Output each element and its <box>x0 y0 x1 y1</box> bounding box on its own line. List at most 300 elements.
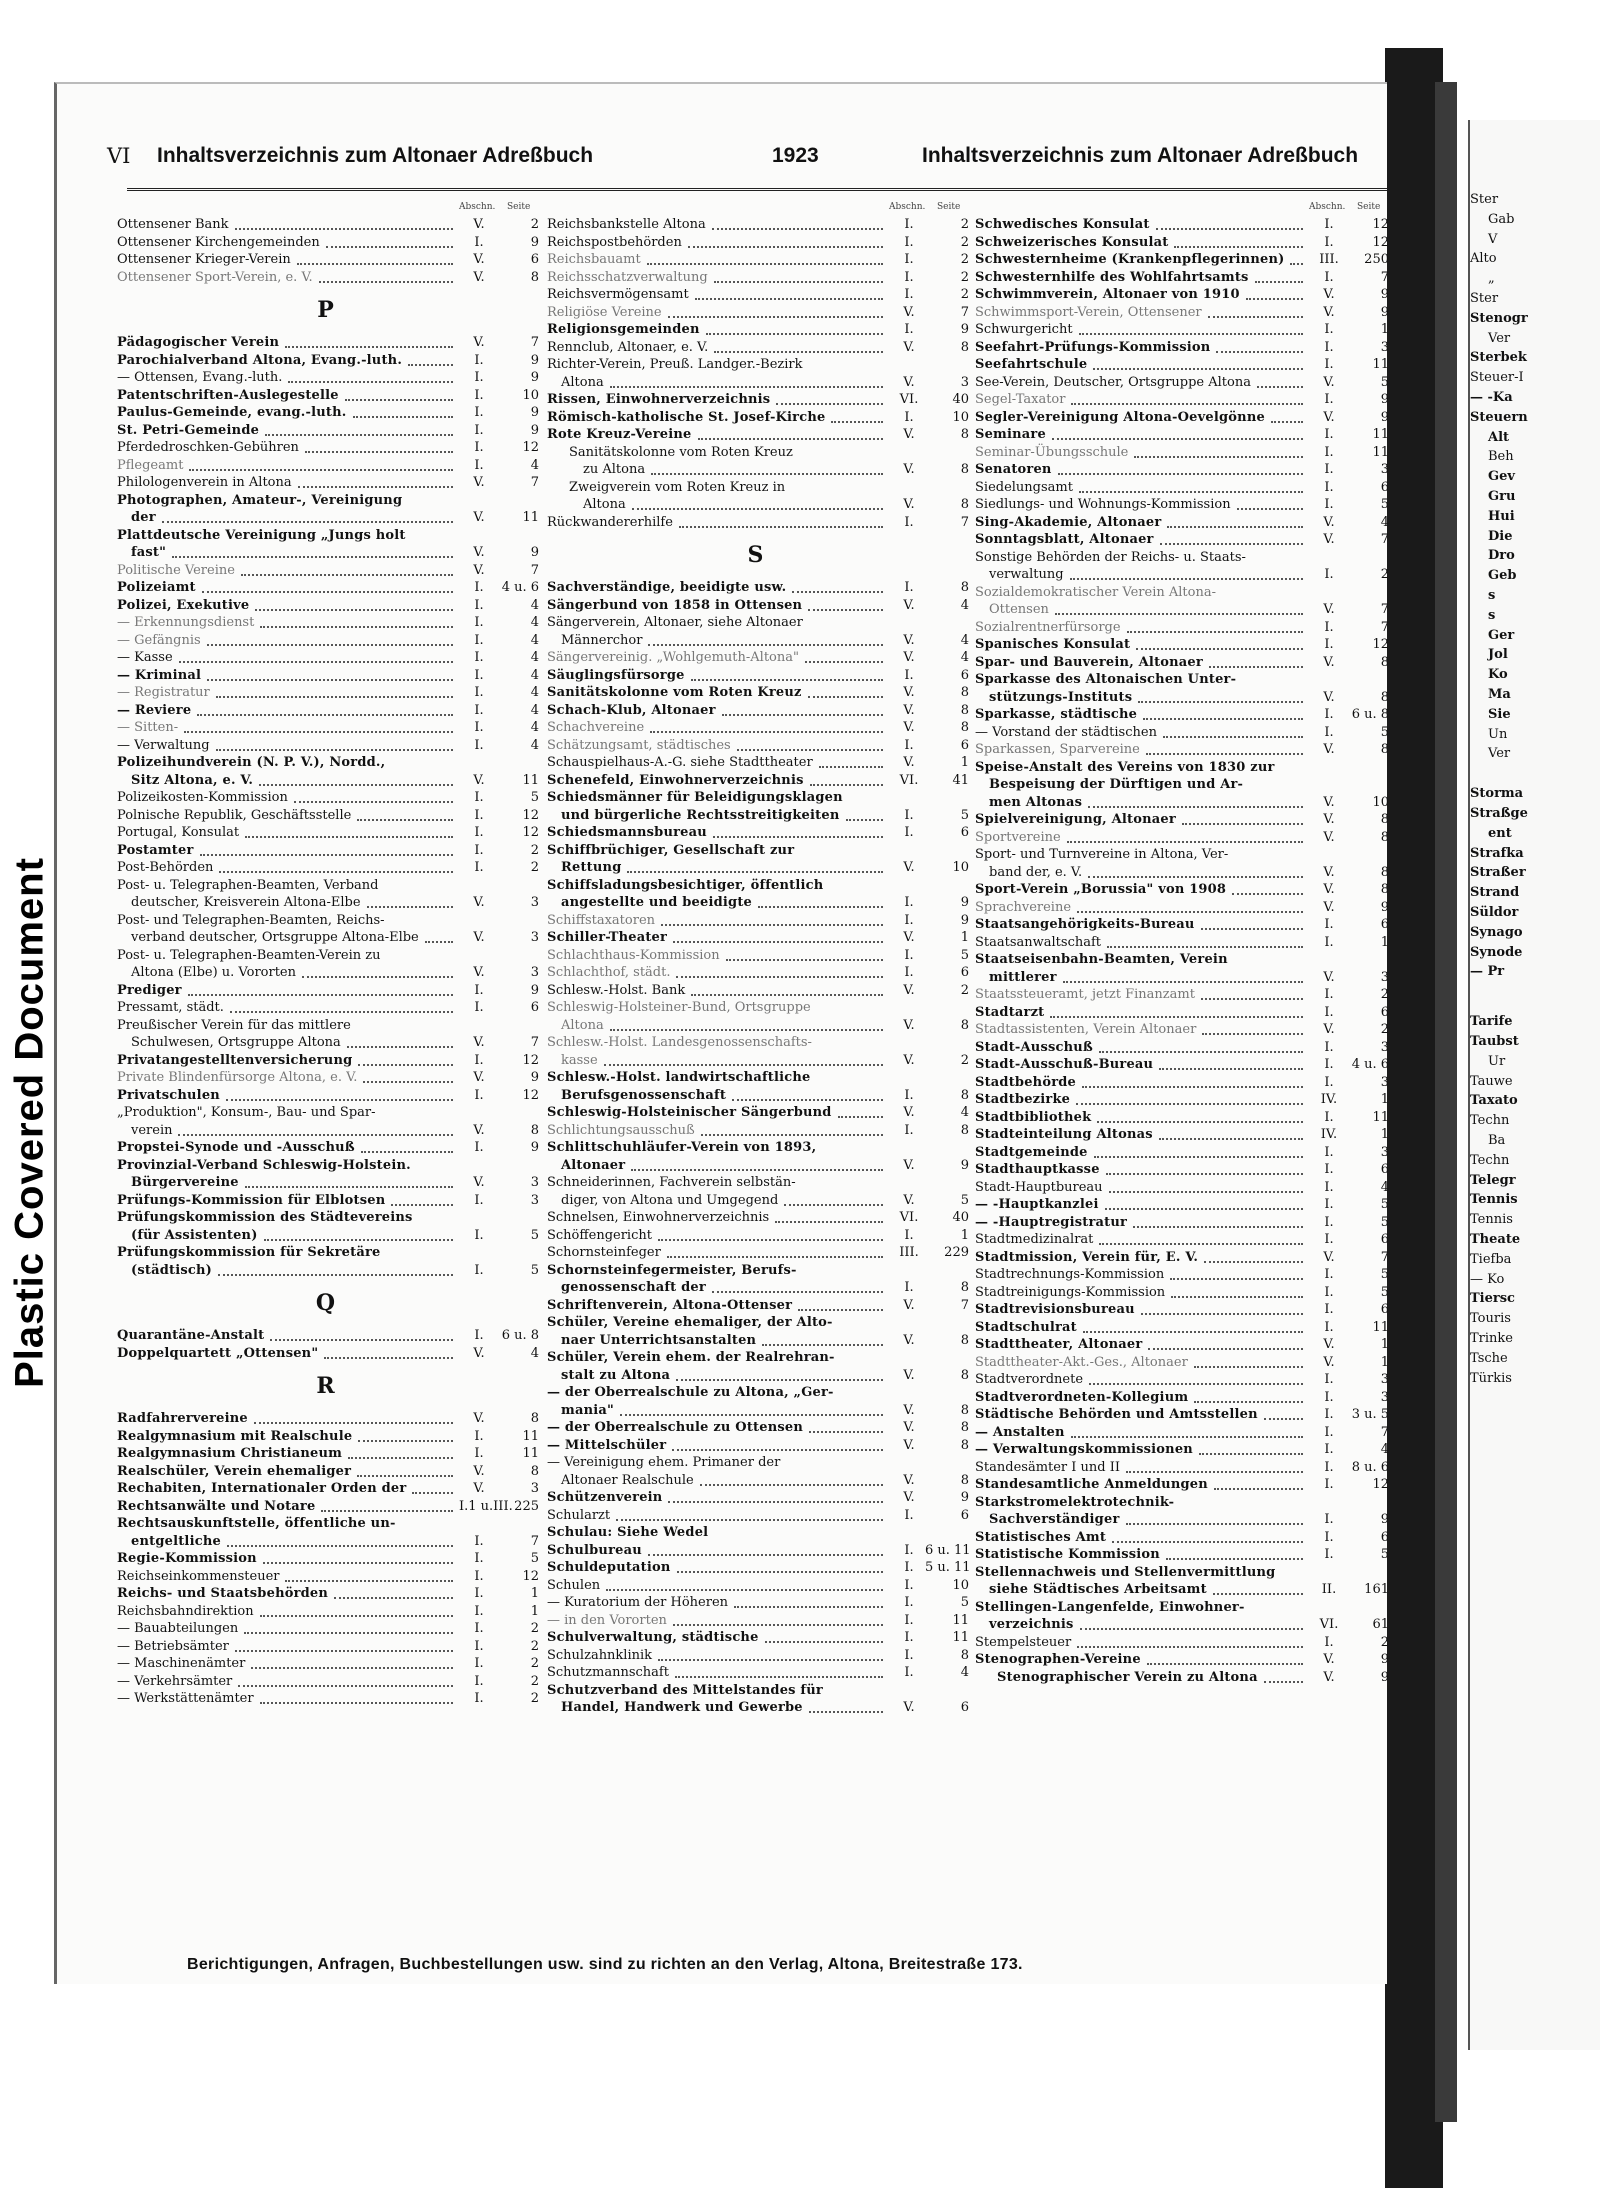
index-entry <box>117 947 537 982</box>
entry-name: Senatoren <box>975 462 1052 477</box>
entry-page: 3 <box>1380 339 1389 355</box>
leader-dots <box>263 1550 453 1564</box>
index-entry <box>975 286 1387 304</box>
entry-page: 40 <box>952 392 969 407</box>
adjacent-page-line: Taxato <box>1470 1093 1518 1109</box>
leader-dots <box>305 439 453 453</box>
entry-name: Post- u. Telegraphen-Beamten, Verband <box>117 877 379 893</box>
entry-section: V. <box>473 1122 485 1138</box>
entry-name: Sozialdemokratischer Verein Altona- <box>975 584 1216 600</box>
leader-dots <box>632 496 883 510</box>
entry-page: 9 <box>530 352 539 368</box>
entry-section: I. <box>474 720 484 735</box>
index-entry <box>547 649 967 667</box>
entry-section: V. <box>1323 602 1335 617</box>
entry-name: Seminar-Übungsschule <box>975 444 1129 460</box>
entry-section: V. <box>903 632 915 648</box>
entry-section: I. <box>474 737 484 753</box>
entry-name: Stadt-Ausschuß-Bureau <box>975 1057 1154 1072</box>
index-entry <box>975 1459 1387 1477</box>
index-entry <box>547 912 967 930</box>
entry-page: 61 <box>1372 1617 1389 1632</box>
leader-dots <box>672 1437 883 1451</box>
entry-name: Prüfungskommission des Städtevereins <box>117 1210 413 1225</box>
entry-name: Schüler, Verein ehem. der Realrehran- <box>547 1350 835 1365</box>
entry-name-continued: stalt zu Altona <box>561 1367 671 1383</box>
entry-name-continued: mania" <box>561 1402 614 1418</box>
entry-name: — Verwaltungskommissionen <box>975 1442 1193 1457</box>
entry-page: 4 <box>960 632 969 648</box>
leader-dots <box>425 929 453 943</box>
leader-dots <box>1105 1196 1303 1210</box>
leader-dots <box>712 216 883 230</box>
entry-section: I. <box>904 1560 914 1575</box>
index-entry <box>975 496 1387 514</box>
leader-dots <box>285 1568 453 1582</box>
adjacent-page-line: Ver <box>1488 330 1511 346</box>
index-entry <box>117 1498 537 1516</box>
index-entry <box>547 1227 967 1245</box>
entry-section: I. <box>1324 619 1334 635</box>
leader-dots <box>691 667 883 681</box>
leader-dots <box>1167 514 1303 528</box>
entry-name: Religionsgemeinden <box>547 322 700 337</box>
leader-dots <box>1099 1231 1303 1245</box>
entry-name: — der Oberrealschule zu Altona, „Ger- <box>547 1385 834 1400</box>
entry-section: V. <box>903 1105 915 1120</box>
entry-name: Seefahrtschule <box>975 357 1088 372</box>
entry-section: V. <box>473 1175 485 1190</box>
entry-name: Siedlungs- und Wohnungs-Kommission <box>975 497 1231 512</box>
index-entry <box>117 1327 537 1345</box>
entry-name: Preußischer Verein für das mittlere <box>117 1017 351 1033</box>
entry-name: Stadtschulrat <box>975 1319 1077 1335</box>
entry-section: V. <box>1323 812 1335 827</box>
entry-page: 4 <box>530 737 539 753</box>
entry-section: V. <box>473 895 485 910</box>
entry-page: 3 <box>1380 1389 1389 1405</box>
entry-name: Politische Vereine <box>117 562 235 578</box>
entry-page: 1 <box>1380 1127 1389 1142</box>
leader-dots <box>334 1585 453 1599</box>
entry-section: I. <box>1324 1039 1334 1055</box>
leader-dots <box>259 772 453 786</box>
entry-name: — Vereinigung ehem. Primaner der <box>547 1455 781 1470</box>
entry-name-continued: deutscher, Kreisverein Altona-Elbe <box>131 895 361 910</box>
index-entry <box>975 619 1387 637</box>
entry-section: I. <box>474 615 484 630</box>
entry-name: Doppelquartett „Ottensen" <box>117 1345 319 1361</box>
leader-dots <box>245 824 453 838</box>
leader-dots <box>1232 881 1303 895</box>
adjacent-page-line: Stenogr <box>1470 310 1528 326</box>
entry-section: V. <box>903 685 915 700</box>
leader-dots <box>324 1345 453 1359</box>
leader-dots <box>792 579 883 593</box>
leader-dots <box>732 1087 883 1101</box>
entry-name: Stadttheater-Akt.-Ges., Altonaer <box>975 1354 1188 1370</box>
index-entry <box>975 1336 1387 1354</box>
entry-page: 5 <box>960 1192 969 1208</box>
entry-section: I. <box>1324 1459 1334 1475</box>
entry-page: 5 <box>530 1262 539 1278</box>
entry-page: 9 <box>960 322 969 337</box>
entry-name: Ottensener Kirchengemeinden <box>117 234 320 250</box>
index-entry <box>547 877 967 912</box>
index-entry <box>117 1655 537 1673</box>
entry-section: V. <box>1323 287 1335 302</box>
index-entry <box>975 514 1387 532</box>
entry-page: 9 <box>530 1070 539 1085</box>
leader-dots <box>691 982 883 996</box>
entry-page: 1 <box>530 1603 539 1619</box>
index-entry <box>975 1214 1387 1232</box>
entry-section: V. <box>1323 689 1335 705</box>
entry-page: 9 <box>530 982 539 998</box>
entry-section: V. <box>903 930 915 945</box>
column-head-abschnitt: Abschn. <box>459 202 496 212</box>
entry-name: Paulus-Gemeinde, evang.-luth. <box>117 405 347 420</box>
entry-page: 12 <box>522 1052 539 1068</box>
index-entry <box>975 671 1387 706</box>
leader-dots <box>1088 794 1303 808</box>
adjacent-page-line: Storma <box>1470 786 1524 802</box>
entry-name: Schöffengericht <box>547 1227 652 1243</box>
adjacent-page-line: Gev <box>1488 469 1515 485</box>
entry-page: 8 <box>960 1647 969 1663</box>
leader-dots <box>1143 706 1303 720</box>
index-entry <box>975 1179 1387 1197</box>
entry-section: V. <box>903 1157 915 1173</box>
entry-name: Schweizerisches Konsulat <box>975 234 1169 250</box>
entry-name: — Kriminal <box>117 667 202 683</box>
entry-page: 2 <box>960 217 969 232</box>
leader-dots <box>367 894 453 908</box>
entry-section: I. <box>904 1122 914 1138</box>
leader-dots <box>616 1507 883 1521</box>
entry-section: I. <box>474 1227 484 1243</box>
entry-section: I. <box>1324 934 1334 950</box>
header-rule <box>127 188 1387 191</box>
entry-name: Reichsbahndirektion <box>117 1603 254 1619</box>
index-entry <box>975 1529 1387 1547</box>
leader-dots <box>647 251 883 265</box>
leader-dots <box>1112 1529 1303 1543</box>
index-entry <box>117 369 537 387</box>
entry-name: Post- u. Telegraphen-Beamten-Verein zu <box>117 947 381 963</box>
entry-name: Stellennachweis und Stellenvermittlung <box>975 1564 1276 1580</box>
entry-name: Sport- und Turnvereine in Altona, Ver- <box>975 847 1229 862</box>
page-header <box>107 144 1387 184</box>
adjacent-page-line: Tennis <box>1470 1212 1513 1228</box>
entry-section: V. <box>473 930 485 945</box>
index-entry <box>547 1104 967 1122</box>
index-entry <box>975 741 1387 759</box>
leader-dots <box>184 719 453 733</box>
entry-name: Statistisches Amt <box>975 1529 1107 1545</box>
entry-page: 8 <box>960 497 969 512</box>
entry-section: I. <box>474 825 484 840</box>
index-entry <box>975 216 1387 234</box>
entry-section: V. <box>1323 864 1335 880</box>
entry-section: I. <box>474 1446 484 1461</box>
index-entry <box>117 1139 537 1157</box>
entry-section: I. <box>1324 1214 1334 1230</box>
leader-dots <box>357 1463 453 1477</box>
entry-section: V. <box>1323 794 1335 810</box>
entry-name: — Kuratorium der Höheren <box>547 1595 729 1610</box>
header-title-left: Inhaltsverzeichnis zum Altonaer Adreßbuch <box>157 144 594 167</box>
entry-page: 2 <box>960 982 969 998</box>
adjacent-page-line: Tiefba <box>1470 1251 1512 1267</box>
entry-name: Sport-Verein „Borussia" von 1908 <box>975 882 1227 897</box>
entry-page: 2 <box>1380 987 1389 1002</box>
entry-page: 6 <box>1380 1162 1389 1177</box>
entry-section: IV. <box>1320 1127 1338 1142</box>
entry-page: 12 <box>522 825 539 840</box>
entry-name: Philologenverein in Altona <box>117 475 292 490</box>
leader-dots <box>162 509 453 523</box>
index-entry <box>117 632 537 650</box>
index-entry <box>547 479 967 514</box>
leader-dots <box>688 234 883 248</box>
entry-page: 2 <box>530 1638 539 1654</box>
entry-name: Stenographen-Vereine <box>975 1652 1141 1667</box>
entry-name: Polizei, Exekutive <box>117 597 250 613</box>
entry-page: 5 <box>530 1227 539 1243</box>
entry-page: 1 <box>1380 934 1389 950</box>
entry-name: Schlesw.-Holst. landwirtschaftliche <box>547 1070 811 1085</box>
leader-dots <box>1082 1074 1303 1088</box>
index-entry <box>547 409 967 427</box>
entry-section: I. <box>474 422 484 438</box>
entry-page: 8 <box>1380 689 1389 705</box>
leader-dots <box>285 334 453 348</box>
entry-name-continued: Sachverständiger <box>989 1512 1120 1527</box>
entry-section: I. <box>1324 322 1334 337</box>
entry-section: V. <box>473 545 485 560</box>
leader-dots <box>1071 1424 1303 1438</box>
entry-page: 4 u. 6 <box>501 580 539 595</box>
adjacent-page-line: Ster <box>1470 192 1499 207</box>
entry-page: 5 <box>960 807 969 823</box>
adjacent-page-line: Ger <box>1488 627 1515 643</box>
index-entry <box>117 912 537 947</box>
index-entry <box>117 1192 537 1210</box>
entry-page: 7 <box>530 475 539 490</box>
index-entry <box>975 1441 1387 1459</box>
entry-name: Schularzt <box>547 1507 611 1523</box>
entry-name: Sparkassen, Sparvereine <box>975 742 1140 757</box>
index-entry <box>117 1550 537 1568</box>
leader-dots <box>627 859 883 873</box>
index-entry <box>117 754 537 789</box>
entry-page: 7 <box>960 304 969 320</box>
leader-dots <box>1106 1161 1303 1175</box>
entry-section: I. <box>904 1612 914 1628</box>
entry-name-continued: men Altonas <box>989 794 1083 810</box>
entry-name: Schützenverein <box>547 1490 663 1505</box>
adjacent-page-line: — Ko <box>1470 1271 1505 1287</box>
adjacent-page-line: Ur <box>1488 1053 1506 1069</box>
entry-section: V. <box>473 562 485 578</box>
index-entry <box>975 1126 1387 1144</box>
entry-page: 6 <box>960 1507 969 1523</box>
adjacent-page-line: Geb <box>1488 568 1517 584</box>
entry-name: Standesämter I und II <box>975 1459 1121 1475</box>
entry-section: I. <box>474 370 484 385</box>
leader-dots <box>1174 234 1303 248</box>
entry-page: 2 <box>960 252 969 267</box>
entry-page: 6 <box>1380 1529 1389 1545</box>
entry-page: 10 <box>522 387 539 403</box>
index-entry <box>547 1664 967 1682</box>
index-entry <box>975 1161 1387 1179</box>
entry-page: 5 <box>530 1551 539 1566</box>
adjacent-page-line: Ko <box>1488 667 1508 683</box>
entry-page: 11 <box>522 510 539 525</box>
index-entry <box>547 304 967 322</box>
page-footer: Berichtigungen, Anfragen, Buchbestellungen usw. sind zu richten an den Verlag, Altona, Breitestraße 173. <box>187 1956 1023 1973</box>
entry-page: 1 <box>530 1586 539 1601</box>
entry-name: Realgymnasium mit Realschule <box>117 1428 353 1444</box>
entry-section: I. <box>474 387 484 403</box>
index-entry <box>547 514 967 532</box>
entry-page: 7 <box>1380 1424 1389 1440</box>
entry-name: Schauspielhaus-A.-G. siehe Stadttheater <box>547 755 813 770</box>
leader-dots <box>610 1017 883 1031</box>
index-column-3 <box>975 202 1387 1686</box>
leader-dots <box>1089 1371 1303 1385</box>
leader-dots <box>838 1104 883 1118</box>
entry-name: Stadtmission, Verein für, E. V. <box>975 1249 1199 1265</box>
entry-page: 5 <box>1380 724 1389 740</box>
entry-section: V. <box>473 772 485 788</box>
entry-section: I. <box>474 1568 484 1584</box>
entry-page: 3 <box>1380 1074 1389 1090</box>
adjacent-page-line: Sterbek <box>1470 350 1527 366</box>
leader-dots <box>1126 1511 1303 1525</box>
entry-page: 4 <box>530 650 539 665</box>
entry-name: Realgymnasium Christianeum <box>117 1446 343 1461</box>
entry-name: — Vorstand der städtischen <box>975 724 1157 740</box>
entry-page: 4 <box>530 667 539 683</box>
entry-page: 40 <box>952 1210 969 1225</box>
entry-section: V. <box>903 1052 915 1068</box>
index-entry <box>547 1419 967 1437</box>
entry-page: 7 <box>1380 269 1389 285</box>
entry-name: — Betriebsämter <box>117 1638 229 1654</box>
entry-section: VI. <box>899 392 919 407</box>
leader-dots <box>1107 934 1303 948</box>
entry-section: V. <box>473 252 485 267</box>
entry-page: 9 <box>530 234 539 250</box>
section-letter: R <box>316 1373 338 1399</box>
entry-section: VI. <box>899 1210 919 1225</box>
entry-section: I. <box>1324 1284 1334 1300</box>
entry-name: Segler-Vereinigung Altona-Oevelgönne <box>975 409 1265 425</box>
entry-page: 5 <box>1380 1547 1389 1562</box>
leader-dots <box>408 352 453 366</box>
entry-section: V. <box>903 304 915 320</box>
index-entry <box>975 1249 1387 1267</box>
leader-dots <box>1194 1354 1303 1368</box>
leader-dots <box>658 1647 883 1661</box>
entry-name-continued: Ottensen <box>989 602 1049 617</box>
leader-dots <box>631 1157 883 1171</box>
entry-name: Städtische Behörden und Amtsstellen <box>975 1407 1258 1422</box>
entry-section: I. <box>1324 1477 1334 1492</box>
leader-dots <box>202 579 453 593</box>
leader-dots <box>265 422 453 436</box>
leader-dots <box>819 754 883 768</box>
entry-name: Schwedisches Konsulat <box>975 217 1150 232</box>
entry-section: I. <box>904 667 914 683</box>
entry-name: Pressamt, städt. <box>117 1000 224 1015</box>
entry-section: I. <box>904 217 914 232</box>
entry-page: 6 <box>960 737 969 753</box>
leader-dots <box>1160 531 1303 545</box>
entry-page: 8 <box>1380 829 1389 845</box>
entry-name: Religiöse Vereine <box>547 304 662 320</box>
entry-page: 11 <box>1372 1319 1389 1335</box>
leader-dots <box>846 807 883 821</box>
index-entry <box>547 1069 967 1104</box>
leader-dots <box>251 1655 453 1669</box>
index-entry <box>117 842 537 860</box>
entry-name: Schuldeputation <box>547 1560 671 1575</box>
entry-section: I. <box>474 807 484 823</box>
index-entry <box>975 426 1387 444</box>
adjacent-page-line: — -Ka <box>1470 390 1513 405</box>
entry-section: I. <box>474 1586 484 1601</box>
index-entry <box>547 597 967 615</box>
entry-name: Stadtbezirke <box>975 1092 1071 1107</box>
entry-page: 7 <box>960 1297 969 1313</box>
entry-section: I. <box>1324 1004 1334 1020</box>
index-entry <box>547 1507 967 1525</box>
index-entry <box>547 1262 967 1297</box>
entry-section: I. <box>474 1551 484 1566</box>
entry-name: Spanisches Konsulat <box>975 637 1131 652</box>
leader-dots <box>1214 1476 1303 1490</box>
adjacent-page-line: Taubst <box>1470 1034 1519 1049</box>
index-entry <box>975 1494 1387 1529</box>
leader-dots <box>1067 829 1303 843</box>
entry-name: — Verkehrsämter <box>117 1673 233 1689</box>
entry-page: 8 <box>960 685 969 700</box>
index-entry <box>117 439 537 457</box>
entry-page: 9 <box>530 405 539 420</box>
entry-name-continued: zu Altona <box>583 462 646 477</box>
index-entry <box>975 1371 1387 1389</box>
entry-page: 5 <box>1380 1214 1389 1230</box>
adjacent-page-line: Strand <box>1470 885 1520 901</box>
entry-page: 8 <box>960 1087 969 1103</box>
index-entry <box>975 1004 1387 1022</box>
entry-name: Stenographischer Verein zu Altona <box>997 1669 1258 1685</box>
leader-dots <box>661 912 883 926</box>
index-entry <box>547 929 967 947</box>
index-entry <box>975 356 1387 374</box>
entry-page: 3 <box>530 1175 539 1190</box>
index-entry <box>117 1069 537 1087</box>
entry-page: 8 <box>960 702 969 718</box>
entry-section: V. <box>903 702 915 718</box>
entry-name: Schutzmannschaft <box>547 1665 669 1680</box>
index-entry <box>547 1559 971 1577</box>
entry-name-continued: (städtisch) <box>131 1262 212 1278</box>
